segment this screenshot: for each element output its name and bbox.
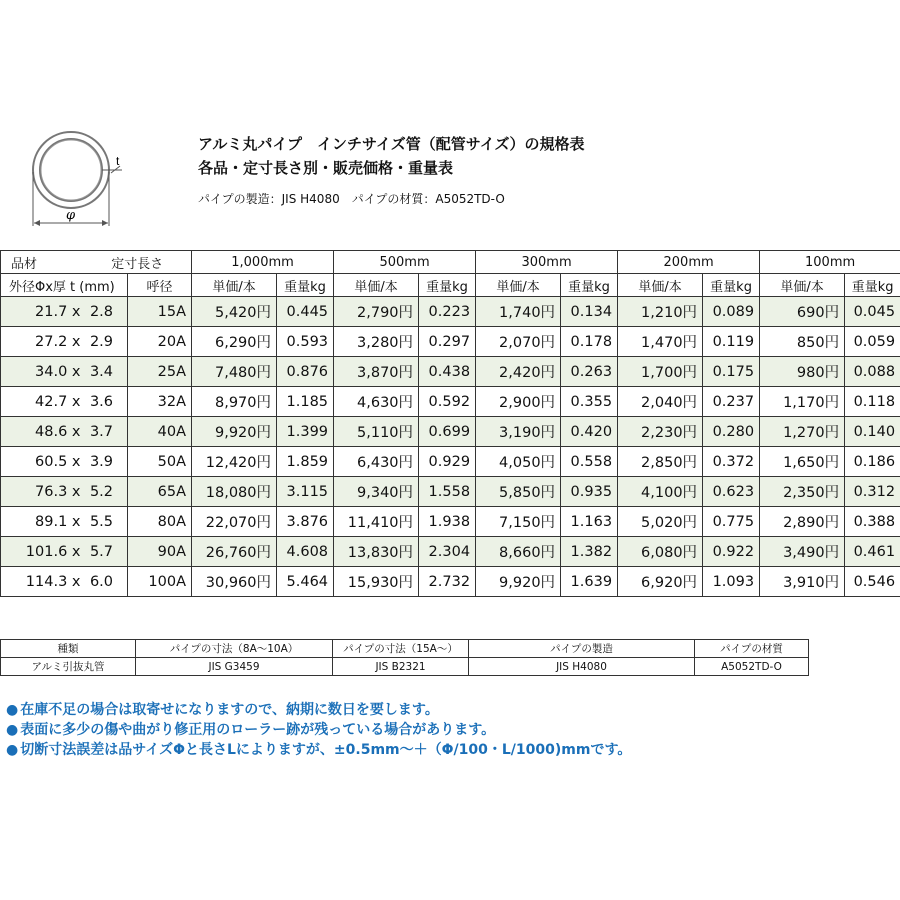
weight-cell: 1.859 [277,447,334,477]
unit-price-cell: 6,430円 [334,447,419,477]
weight-header: 重量kg [419,274,476,297]
length-200: 200mm [618,251,760,274]
unit-price-cell: 4,100円 [618,477,703,507]
weight-cell: 0.593 [277,327,334,357]
weight-cell: 0.558 [561,447,618,477]
outer-diameter-cell: 42.7 x [1,387,84,417]
material-header: 品材 [1,251,84,274]
unit-price-cell: 5,850円 [476,477,561,507]
length-300: 300mm [476,251,618,274]
thickness-cell: 3.6 [84,387,128,417]
unit-price-cell: 7,150円 [476,507,561,537]
nominal-size-cell: 90A [128,537,192,567]
note-text: 切断寸法誤差は品サイズΦと長さLによりますが、±0.5mm〜＋（Φ/100・L/1000)mmです。 [20,742,632,758]
table-row [1,297,900,327]
unit-price-cell: 6,080円 [618,537,703,567]
nominal-size-cell: 80A [128,507,192,537]
weight-cell: 0.461 [845,537,900,567]
outer-diameter-cell: 27.2 x [1,327,84,357]
nominal-size-cell: 40A [128,417,192,447]
weight-cell: 2.732 [419,567,476,597]
table-row [1,567,900,597]
unit-price-cell: 26,760円 [192,537,277,567]
weight-cell: 1.399 [277,417,334,447]
thickness-cell: 5.5 [84,507,128,537]
weight-cell: 0.140 [845,417,900,447]
unit-price-cell: 8,970円 [192,387,277,417]
weight-cell: 0.186 [845,447,900,477]
weight-header: 重量kg [845,274,900,297]
weight-cell: 0.922 [703,537,760,567]
nominal-size-cell: 100A [128,567,192,597]
pipe-cross-section-diagram [26,128,136,228]
table-row [1,537,900,567]
length-header: 定寸長さ [84,251,192,274]
weight-cell: 0.876 [277,357,334,387]
thickness-cell: 2.9 [84,327,128,357]
thickness-label: t [116,154,120,168]
note-text: 表面に多少の傷や曲がり修正用のローラー跡が残っている場合があります。 [20,722,496,738]
unit-price-cell: 8,660円 [476,537,561,567]
weight-cell: 0.372 [703,447,760,477]
notes-list [6,700,631,760]
weight-cell: 0.045 [845,297,900,327]
unit-price-cell: 2,850円 [618,447,703,477]
weight-cell: 0.775 [703,507,760,537]
weight-cell: 0.088 [845,357,900,387]
material-value-dim-large: JIS B2321 [333,658,469,676]
bullet-icon: ● [6,742,19,758]
weight-cell: 4.608 [277,537,334,567]
page-subtitle: 各品・定寸長さ別・販売価格・重量表 [198,159,454,177]
unit-price-cell: 3,190円 [476,417,561,447]
weight-cell: 0.355 [561,387,618,417]
material-value-manufacture: JIS H4080 [469,658,695,676]
bullet-icon: ● [6,722,19,738]
unit-price-cell: 2,790円 [334,297,419,327]
unit-price-cell: 11,410円 [334,507,419,537]
unit-price-cell: 6,290円 [192,327,277,357]
thickness-cell: 3.9 [84,447,128,477]
unit-price-cell: 9,340円 [334,477,419,507]
unit-price-cell: 30,960円 [192,567,277,597]
unit-price-header: 単価/本 [334,274,419,297]
nominal-size-cell: 15A [128,297,192,327]
note-item [6,700,631,720]
nominal-size-cell: 20A [128,327,192,357]
nominal-size-cell: 32A [128,387,192,417]
unit-price-cell: 12,420円 [192,447,277,477]
unit-price-cell: 1,170円 [760,387,845,417]
note-item [6,720,631,740]
unit-price-cell: 3,490円 [760,537,845,567]
table-row [1,327,900,357]
material-header-row [1,640,809,658]
unit-price-header: 単価/本 [760,274,845,297]
material-value-dim-small: JIS G3459 [136,658,333,676]
thickness-cell: 3.4 [84,357,128,387]
thickness-cell: 5.2 [84,477,128,507]
weight-cell: 0.119 [703,327,760,357]
material-value-row [1,658,809,676]
weight-cell: 0.388 [845,507,900,537]
table-row [1,507,900,537]
outer-diameter-cell: 76.3 x [1,477,84,507]
weight-cell: 0.929 [419,447,476,477]
weight-cell: 0.263 [561,357,618,387]
weight-cell: 0.297 [419,327,476,357]
thickness-cell: 2.8 [84,297,128,327]
unit-price-cell: 9,920円 [476,567,561,597]
spec-table [0,250,900,597]
unit-price-cell: 5,110円 [334,417,419,447]
unit-price-cell: 2,070円 [476,327,561,357]
outer-diameter-cell: 48.6 x [1,417,84,447]
nominal-size-cell: 65A [128,477,192,507]
weight-cell: 0.134 [561,297,618,327]
unit-price-header: 単価/本 [476,274,561,297]
unit-price-cell: 4,050円 [476,447,561,477]
unit-price-cell: 1,700円 [618,357,703,387]
weight-cell: 1.558 [419,477,476,507]
weight-cell: 0.312 [845,477,900,507]
unit-price-cell: 1,740円 [476,297,561,327]
material-header-material: パイプの材質 [695,640,809,658]
material-value-type: アルミ引抜丸管 [1,658,136,676]
material-table [0,639,809,676]
length-100: 100mm [760,251,900,274]
unit-price-cell: 690円 [760,297,845,327]
weight-cell: 1.382 [561,537,618,567]
nominal-size-cell: 25A [128,357,192,387]
unit-price-cell: 5,020円 [618,507,703,537]
unit-price-cell: 3,910円 [760,567,845,597]
weight-cell: 0.118 [845,387,900,417]
unit-price-cell: 2,040円 [618,387,703,417]
weight-cell: 0.623 [703,477,760,507]
unit-price-cell: 1,650円 [760,447,845,477]
outer-diameter-cell: 114.3 x [1,567,84,597]
outer-diameter-cell: 101.6 x [1,537,84,567]
note-item [6,740,631,760]
unit-price-cell: 1,270円 [760,417,845,447]
page-title: アルミ丸パイプ インチサイズ管（配管サイズ）の規格表 [198,135,585,153]
outer-diameter-cell: 21.7 x [1,297,84,327]
weight-cell: 1.185 [277,387,334,417]
unit-price-header: 単価/本 [618,274,703,297]
spec-line: パイプの製造：JIS H4080 パイプの材質：A5052TD-O [198,192,505,206]
table-row [1,477,900,507]
unit-price-cell: 2,230円 [618,417,703,447]
weight-cell: 5.464 [277,567,334,597]
weight-cell: 0.178 [561,327,618,357]
nominal-size-cell: 50A [128,447,192,477]
weight-cell: 0.699 [419,417,476,447]
unit-price-cell: 2,890円 [760,507,845,537]
weight-cell: 0.438 [419,357,476,387]
table-row [1,357,900,387]
unit-price-cell: 3,280円 [334,327,419,357]
weight-header: 重量kg [561,274,618,297]
length-1000: 1,000mm [192,251,334,274]
unit-price-cell: 15,930円 [334,567,419,597]
table-row [1,417,900,447]
nominal-header: 呼径 [128,274,192,297]
weight-cell: 0.059 [845,327,900,357]
bullet-icon: ● [6,702,19,718]
unit-price-cell: 2,900円 [476,387,561,417]
weight-cell: 0.592 [419,387,476,417]
length-header-row [1,251,900,274]
unit-price-cell: 3,870円 [334,357,419,387]
material-header-dim-small: パイプの寸法（8A〜10A） [136,640,333,658]
size-header: 外径Φx厚 t (mm) [1,274,128,297]
material-value-material: A5052TD-O [695,658,809,676]
table-row [1,387,900,417]
weight-cell: 2.304 [419,537,476,567]
material-header-type: 種類 [1,640,136,658]
weight-header: 重量kg [277,274,334,297]
thickness-cell: 6.0 [84,567,128,597]
unit-price-cell: 4,630円 [334,387,419,417]
outer-diameter-cell: 60.5 x [1,447,84,477]
weight-cell: 0.089 [703,297,760,327]
unit-price-cell: 13,830円 [334,537,419,567]
weight-cell: 0.935 [561,477,618,507]
weight-cell: 1.639 [561,567,618,597]
length-500: 500mm [334,251,476,274]
outer-diameter-cell: 34.0 x [1,357,84,387]
weight-cell: 0.223 [419,297,476,327]
material-header-manufacture: パイプの製造 [469,640,695,658]
weight-cell: 0.280 [703,417,760,447]
unit-price-cell: 2,420円 [476,357,561,387]
weight-cell: 0.237 [703,387,760,417]
unit-price-header: 単価/本 [192,274,277,297]
unit-price-cell: 22,070円 [192,507,277,537]
unit-price-cell: 5,420円 [192,297,277,327]
weight-cell: 0.420 [561,417,618,447]
weight-cell: 1.163 [561,507,618,537]
weight-cell: 0.445 [277,297,334,327]
unit-price-cell: 1,470円 [618,327,703,357]
unit-price-cell: 6,920円 [618,567,703,597]
weight-cell: 1.938 [419,507,476,537]
outer-diameter-cell: 89.1 x [1,507,84,537]
unit-price-cell: 850円 [760,327,845,357]
thickness-cell: 3.7 [84,417,128,447]
weight-cell: 3.115 [277,477,334,507]
unit-price-cell: 7,480円 [192,357,277,387]
unit-price-cell: 1,210円 [618,297,703,327]
unit-price-cell: 980円 [760,357,845,387]
unit-price-cell: 18,080円 [192,477,277,507]
table-row [1,447,900,477]
column-header-row [1,274,900,297]
weight-cell: 0.546 [845,567,900,597]
unit-price-cell: 9,920円 [192,417,277,447]
weight-cell: 3.876 [277,507,334,537]
thickness-cell: 5.7 [84,537,128,567]
weight-cell: 1.093 [703,567,760,597]
unit-price-cell: 2,350円 [760,477,845,507]
weight-cell: 0.175 [703,357,760,387]
diameter-label: φ [66,208,76,223]
note-text: 在庫不足の場合は取寄せになりますので、納期に数日を要します。 [20,702,439,718]
header-block [198,132,585,208]
material-header-dim-large: パイプの寸法（15A〜） [333,640,469,658]
weight-header: 重量kg [703,274,760,297]
